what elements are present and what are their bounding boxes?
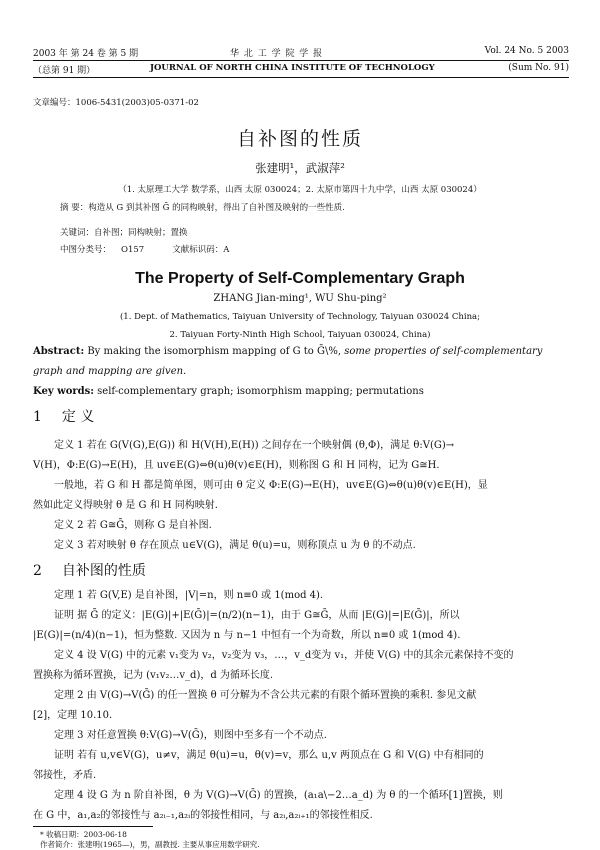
section-2-title: 自补图的性质 (61, 563, 146, 579)
definition-2: 定义 2 若 G≅Ḡ，则称 G 是自补图. (54, 520, 212, 531)
affiliation-en-2: 2. Taiyuan Forty-Ninth High School, Taiyuan 030024, China) (169, 330, 431, 340)
proof-1-line-2: |E(G)|=(n/4)(n−1)，恒为整数. 又因为 n 与 n−1 中恒有一个为奇数，所以 n≡0 或 1(mod 4). (33, 630, 461, 641)
definition-4-line-1: 定义 4 设 V(G) 中的元素 v₁变为 v₂，v₂变为 v₃，…，v_d变为 v₁，并使 V(G) 中的其余元素保持不变的 (54, 650, 514, 661)
footnote-received: * 收稿日期：2003-06-18 (40, 830, 127, 839)
definition-1-line-2: V(H)，Φ:E(G)→E(H)，且 uv∈E(G)⇔θ(u)θ(v)∈E(H)，则称图 G 和 H 同构，记为 G≅H. (33, 460, 440, 471)
keywords-en-label: Key words: (33, 386, 94, 397)
abstract-en-text: By making the isomorphism mapping of G to Ḡ\%, (84, 346, 345, 357)
header-issue: 2003 年 第 24 卷 第 5 期 (33, 49, 139, 59)
definition-4-line-2: 置换称为循环置换，记为 (v₁v₂…v_d)，d 为循环长度. (33, 670, 274, 681)
definition-1-line-3: 一般地，若 G 和 H 都是简单图，则可由 θ 定义 Φ:E(G)→E(H)，uv∈E(G)⇔θ(u)θ(v)∈E(H)，显 (54, 480, 488, 491)
section-2-number: 2 (33, 563, 42, 579)
keywords-cn-text: 自补图；同构映射；置换 (94, 228, 188, 238)
theorem-2-line-1: 定理 2 由 V(G)→V(Ḡ) 的任一置换 θ 可分解为不含公共元素的有限个循环置换的乘积. 参见文献 (54, 690, 477, 701)
section-1-body (33, 436, 569, 556)
clc-value: O157 (121, 245, 145, 255)
abstract-en (33, 342, 569, 402)
definition-1-line-4: 然如此定义得映射 θ 是 G 和 H 同构映射. (33, 500, 218, 511)
proof-1-line-1: 证明 据 Ḡ 的定义：|E(G)|+|E(Ḡ)|=(n/2)(n−1)，由于 G≅Ḡ，从而 |E(G)|=|E(Ḡ)|，所以 (54, 610, 460, 621)
section-2-body (33, 586, 569, 826)
section-2-heading (33, 560, 146, 580)
abstract-cn-label: 摘 要： (60, 203, 89, 213)
header-journal-en: JOURNAL OF NORTH CHINA INSTITUTE OF TECHNOLOGY (150, 63, 435, 73)
title-en: The Property of Self-Complementary Graph (135, 270, 465, 287)
abstract-en-italic-1: some properties of self-complementary (344, 346, 543, 357)
theorem-4-line-2: 在 G 中，a₁,a₂的邻接性与 a₂ᵢ₋₁,a₂ᵢ的邻接性相同，与 a₂ᵢ,a₂ᵢ₊₁的邻接性相反. (33, 810, 373, 821)
section-1-heading (33, 406, 94, 426)
keywords-cn-label: 关键词： (60, 228, 95, 238)
theorem-2-line-2: [2]，定理 10.10. (33, 710, 113, 721)
header-journal-cn: 华 北 工 学 院 学 报 (230, 49, 324, 59)
abstract-cn (60, 201, 345, 213)
abstract-cn-text: 构造从 G 到其补图 Ḡ 的同构映射，得出了自补图及映射的一些性质. (88, 203, 345, 213)
doc-code-label: 文献标识码： (172, 245, 224, 255)
section-1-number: 1 (33, 409, 42, 425)
section-1-title: 定 义 (61, 409, 95, 425)
footnote-author-bio: 作者简介：张建明(1965—)，男，副教授. 主要从事应用数学研究. (40, 840, 260, 849)
header-sum-cn: （总第 91 期） (33, 66, 96, 76)
header-volume: Vol. 24 No. 5 2003 (484, 46, 569, 56)
proof-3-line-1: 证明 若有 u,v∈V(G)，u≠v，满足 θ(u)=u，θ(v)=v，那么 u,v 两顶点在 G 和 V(G) 中有相同的 (54, 750, 484, 761)
abstract-en-label: Abstract: (33, 346, 85, 357)
header-rule-thick (33, 77, 569, 78)
authors-en: ZHANG Jian-ming¹, WU Shu-ping² (213, 293, 387, 304)
classification-cn (60, 243, 229, 255)
affiliation-en-1: (1. Dept. of Mathematics, Taiyuan University of Technology, Taiyuan 030024 China; (119, 312, 480, 322)
proof-3-line-2: 邻接性，矛盾. (33, 770, 97, 781)
authors-cn: 张建明¹，武淑萍² (255, 161, 345, 175)
header-rule-thin (33, 60, 569, 61)
header-sum-en: (Sum No. 91) (508, 63, 569, 73)
definition-3: 定义 3 若对映射 θ 存在顶点 u∈V(G)，满足 θ(u)=u，则称顶点 u 为 θ 的不动点. (54, 540, 416, 551)
definition-1-line-1: 定义 1 若在 G(V(G),E(G)) 和 H(V(H),E(H)) 之间存在一个映射偶 (θ,Φ)，满足 θ:V(G)→ (54, 440, 455, 451)
doc-code-value: A (223, 245, 230, 255)
title-cn: 自补图的性质 (236, 128, 363, 150)
clc-label: 中图分类号： (60, 245, 112, 255)
theorem-3: 定理 3 对任意置换 θ:V(G)→V(Ḡ)，则图中至多有一个不动点. (54, 730, 327, 741)
affiliation-cn: （1. 太原理工大学 数学系，山西 太原 030024；2. 太原市第四十九中学，山西 太原 030024） (118, 185, 482, 195)
keywords-en-text: self-complementary graph; isomorphism mapping; permutations (94, 386, 424, 397)
theorem-1: 定理 1 若 G(V,E) 是自补图，|V|=n，则 n≡0 或 1(mod 4). (54, 590, 324, 601)
article-number: 文章编号：1006-5431(2003)05-0371-02 (33, 98, 199, 108)
keywords-cn (60, 226, 188, 238)
theorem-4-line-1: 定理 4 设 G 为 n 阶自补图，θ 为 V(G)→V(Ḡ) 的置换，(a₁a\−2…a_d) 为 θ 的一个循环[1]置换，则 (54, 790, 503, 801)
footnote-rule (33, 826, 153, 827)
abstract-en-italic-2: graph and mapping are given. (33, 366, 187, 377)
